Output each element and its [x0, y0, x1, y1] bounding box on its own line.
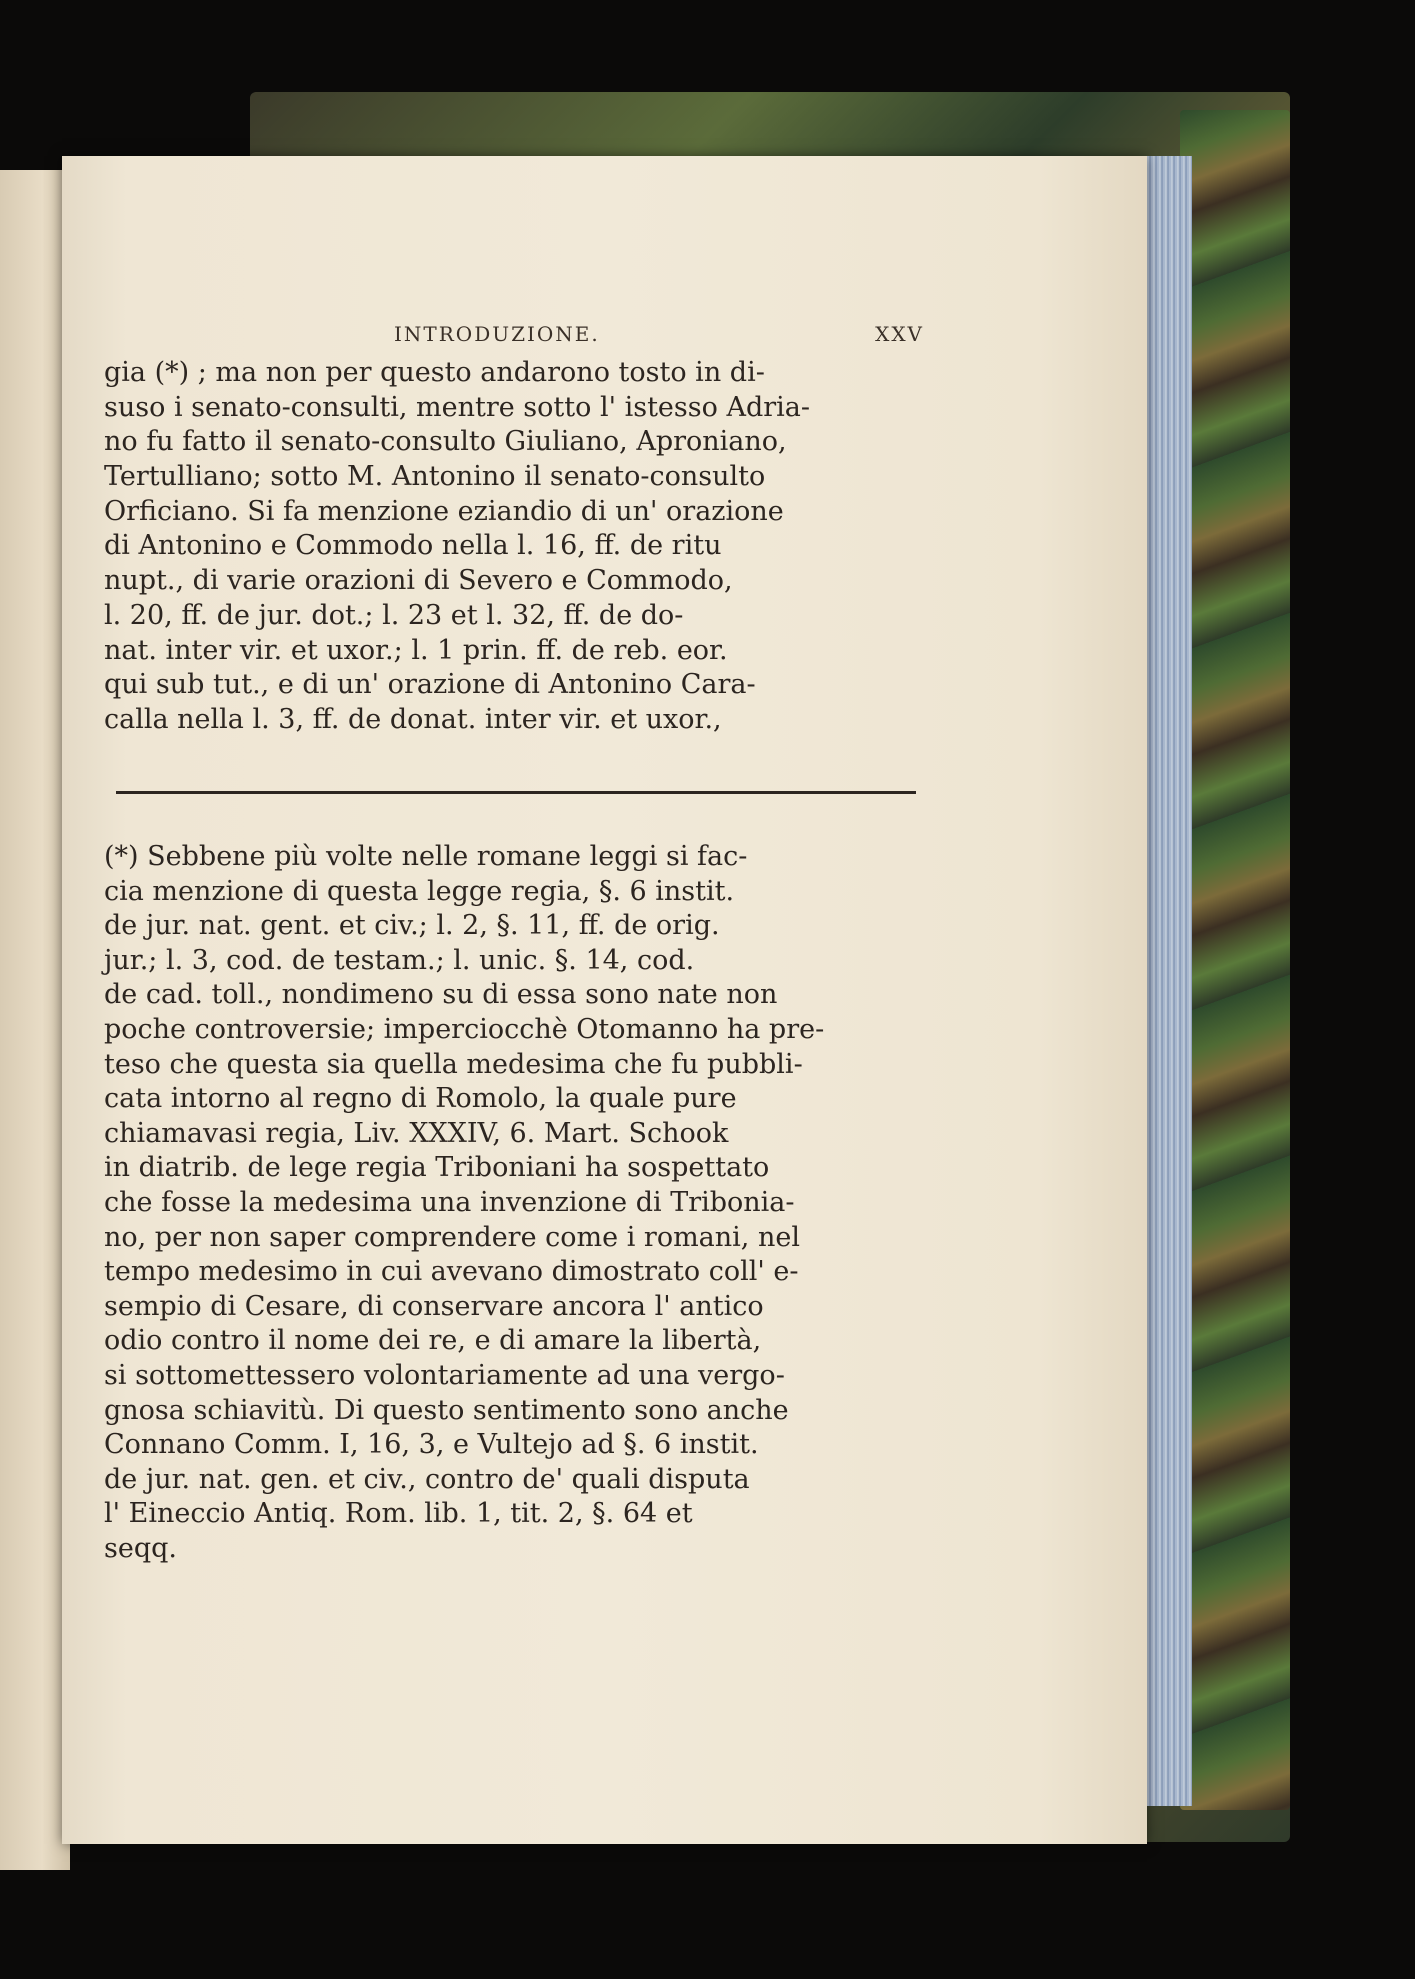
footnote-line: che fosse la medesima una invenzione di Tribonia- — [104, 1186, 795, 1218]
footnote-line: de cad. toll., nondimeno su di essa sono nate non — [104, 979, 778, 1011]
text-line: Tertulliano; sotto M. Antonino il senato-consulto — [104, 461, 766, 493]
footnote-line: Connano Comm. I, 16, 3, e Vultejo ad §. 6 instit. — [104, 1429, 759, 1461]
footnote-line: de jur. nat. gen. et civ., contro de' quali disputa — [104, 1463, 750, 1495]
facing-page-edge — [0, 170, 70, 1870]
text-line: di Antonino e Commodo nella l. 16, ff. de ritu — [104, 530, 722, 562]
footnote-line: cata intorno al regno di Romolo, la quale pure — [104, 1083, 737, 1115]
footnote-line: si sottomettessero volontariamente ad una vergo- — [104, 1359, 785, 1391]
page-number: XXV — [875, 322, 924, 346]
footnote — [104, 840, 926, 1566]
footnote-line: tempo medesimo in cui avevano dimostrato coll' e- — [104, 1256, 799, 1288]
text-line: Orficiano. Si fa menzione eziandio di un' orazione — [104, 495, 784, 527]
text-line: suso i senato-consulti, mentre sotto l' istesso Adria- — [104, 391, 810, 423]
running-title: INTRODUZIONE. — [394, 322, 600, 346]
main-text — [104, 356, 926, 738]
footnote-line: cia menzione di questa legge regia, §. 6 instit. — [104, 875, 735, 907]
text-line: nat. inter vir. et uxor.; l. 1 prin. ff. de reb. eor. — [104, 634, 728, 666]
footnote-line: jur.; l. 3, cod. de testam.; l. unic. §. 14, cod. — [104, 944, 695, 976]
footnote-rule — [116, 791, 916, 794]
text-line: gia (*) ; ma non per questo andarono tosto in di- — [104, 357, 765, 388]
marbled-cover-edge — [1180, 110, 1290, 1810]
footnote-line: poche controversie; imperciocchè Otomanno ha pre- — [104, 1013, 825, 1045]
footnote-line: seqq. — [104, 1532, 177, 1564]
text-line: no fu fatto il senato-consulto Giuliano, Aproniano, — [104, 426, 787, 458]
footnote-line: de jur. nat. gent. et civ.; l. 2, §. 11, ff. de orig. — [104, 910, 720, 942]
text-line: l. 20, ff. de jur. dot.; l. 23 et l. 32, ff. de do- — [104, 599, 684, 631]
text-line: nupt., di varie orazioni di Severo e Commodo, — [104, 565, 733, 597]
footnote-line: in diatrib. de lege regia Triboniani ha sospettato — [104, 1152, 770, 1184]
footnote-line: sempio di Cesare, di conservare ancora l' antico — [104, 1290, 764, 1322]
footnote-line: l' Eineccio Antiq. Rom. lib. 1, tit. 2, §. 64 et — [104, 1498, 693, 1530]
footnote-line: gnosa schiavitù. Di questo sentimento sono anche — [104, 1394, 789, 1426]
footnote-line: teso che questa sia quella medesima che fu pubbli- — [104, 1048, 803, 1080]
footnote-line: odio contro il nome dei re, e di amare la libertà, — [104, 1325, 762, 1357]
footnote-line: (*) Sebbene più volte nelle romane leggi si fac- — [104, 841, 748, 872]
text-line: calla nella l. 3, ff. de donat. inter vir. et uxor., — [104, 703, 722, 735]
footnote-line: no, per non saper comprendere come i romani, nel — [104, 1221, 800, 1253]
footnote-line: chiamavasi regia, Liv. XXXIV, 6. Mart. Schook — [104, 1117, 729, 1149]
text-line: qui sub tut., e di un' orazione di Antonino Cara- — [104, 669, 756, 701]
